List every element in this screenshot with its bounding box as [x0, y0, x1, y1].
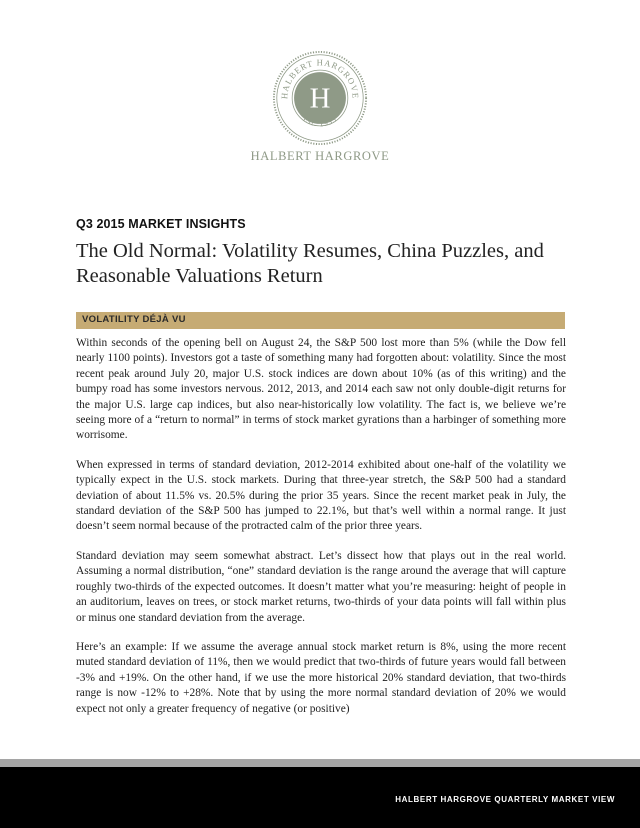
page-title: The Old Normal: Volatility Resumes, China Puzzles, and Reasonable Valuations Return	[76, 240, 544, 287]
page-footer	[0, 767, 640, 828]
paragraph: When expressed in terms of standard deviation, 2012-2014 exhibited about one-half of the volatility we typically expect in the U.S. stock markets. During that three-year stretch, the S&P 500 had a standard deviation of about 11.5% vs. 20.5% during the prior 35 years. Since the recent market peak in July, the standard deviation of the S&P 500 has jumped to 22.1%, but that’s well within a normal range. It just doesn’t seem normal because of the protracted calm of the prior three years.	[76, 458, 566, 533]
seal-name-arc: HALBERT HARGROVE	[279, 57, 361, 100]
seal-monogram: H	[309, 82, 331, 115]
report-kicker: Q3 2015 MARKET INSIGHTS	[76, 217, 246, 231]
footer-label: HALBERT HARGROVE QUARTERLY MARKET VIEW	[395, 795, 615, 804]
seal-est-date: Est. 1933	[301, 114, 339, 129]
article-body	[76, 336, 566, 731]
footer-divider	[0, 759, 640, 767]
brand-name: HALBERT HARGROVE	[250, 149, 390, 163]
paragraph: Standard deviation may seem somewhat abstract. Let’s dissect how that plays out in the real world. Assuming a normal distribution, “one” standard deviation is the range around the average that will capture roughly two-thirds of the expected outcomes. It doesn’t matter what you’re measuring: height of people in an auditorium, leaves on trees, or stock market returns, two-thirds of your data points will fall within plus or minus one standard deviation from the average.	[76, 549, 566, 624]
company-seal-logo	[272, 50, 368, 146]
paragraph: Within seconds of the opening bell on August 24, the S&P 500 lost more than 5% (while the Dow fell nearly 1100 points). Investors got a taste of something many had forgotten about: volatility. Since the most recent peak around July 20, major U.S. stock indices are down about 10% (as of this writing) and the bumpy road has some investors nervous. 2012, 2013, and 2014 each saw not only double-digit returns for the major U.S. large cap indices, but also near-historically low volatility. The fact is, we believe we’re seeing more of a “return to normal” in terms of stock market gyrations than a harbinger of something more worrisome.	[76, 337, 566, 442]
section-header-bar	[76, 312, 565, 329]
paragraph: Here’s an example: If we assume the average annual stock market return is 8%, using the more recent muted standard deviation of 11%, then we would predict that two-thirds of future years would fall between -3% and +19%. On the other hand, if we use the more historical 20% standard deviation, that two-thirds range is now -12% to +28%. Note that by using the more normal standard deviation of 20% we would expect not only a greater frequency of negative (or positive)	[76, 640, 566, 715]
section-label: VOLATILITY DÉJÀ VU	[82, 314, 186, 325]
